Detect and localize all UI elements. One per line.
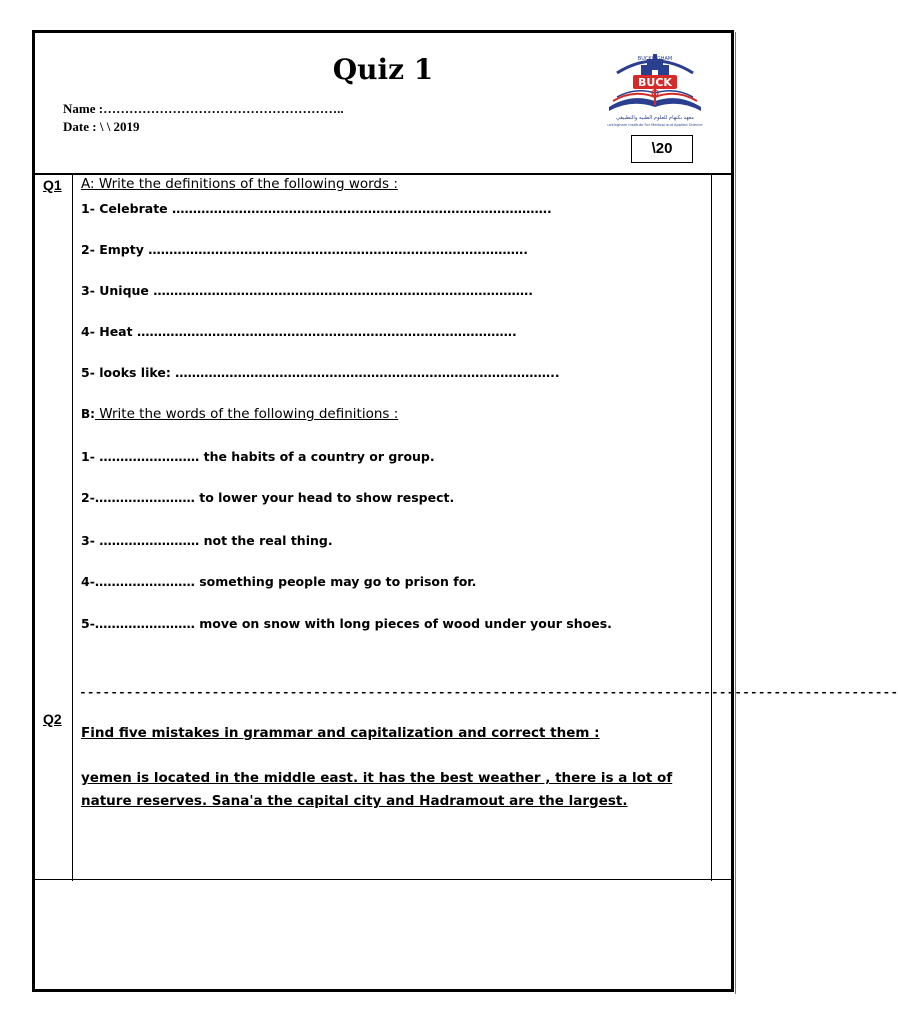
date-label: Date : (63, 119, 97, 134)
q1-part-b-prefix: B: (81, 407, 95, 421)
date-field[interactable] (63, 119, 140, 135)
logo-arabic-text: معهد بكنهام للعلوم الطبيه والتطبيقي (615, 115, 695, 121)
q2-paragraph-line-2: nature reserves. Sana'a the capital city and Hadramout are the largest. (81, 793, 628, 809)
q1-b-item-5[interactable]: 5-…………………… move on snow with long pieces of wood under your shoes. (81, 616, 612, 631)
page-edge-shadow (735, 32, 740, 994)
q2-instruction: Find five mistakes in grammar and capitalization and correct them : (81, 725, 600, 741)
name-blank[interactable]: ……………………………………………….. (103, 101, 344, 116)
logo-top-text: BUCKINGHAM (637, 56, 673, 62)
q1-a-item-1[interactable]: 1- Celebrate ………………………………………………………………………………. (81, 201, 552, 216)
dashed-separator: --------------------------------------------------------------------------------------------------------- (79, 685, 898, 700)
bottom-section-divider (35, 879, 731, 880)
q2-paragraph-line-1: yemen is located in the middle east. it has the best weather , there is a lot of (81, 770, 673, 786)
logo-english-text: uckingham Institute For Medical and Applied Science (607, 123, 703, 127)
quiz-sheet (32, 30, 898, 992)
q1-a-item-5[interactable]: 5- looks like: ……………………………………………………………………………….. (81, 365, 560, 380)
logo-brand-text: BUCK (638, 76, 672, 89)
q1-part-b-title: Write the words of the following definitions : (94, 406, 399, 422)
date-value[interactable]: \ \ 2019 (99, 119, 140, 134)
q1-part-a-title: A: Write the definitions of the following words : (81, 176, 398, 192)
header (35, 33, 731, 175)
q1-b-item-1[interactable]: 1- …………………… the habits of a country or group. (81, 449, 435, 464)
q1-part-b-heading (81, 406, 398, 422)
name-field[interactable] (63, 101, 344, 117)
q1-label: Q1 (43, 177, 62, 193)
right-margin-divider (711, 173, 712, 881)
q1-b-item-4[interactable]: 4-…………………… something people may go to prison for. (81, 574, 477, 589)
institute-logo (603, 51, 707, 129)
question-column-divider (72, 173, 73, 881)
q1-a-item-2[interactable]: 2- Empty ………………………………………………………………………………. (81, 242, 528, 257)
name-label: Name : (63, 101, 104, 116)
page-title: Quiz 1 (332, 53, 434, 86)
q1-a-item-4[interactable]: 4- Heat ………………………………………………………………………………. (81, 324, 517, 339)
q1-b-item-2[interactable]: 2-…………………… to lower your head to show respect. (81, 490, 455, 505)
score-box[interactable]: \20 (631, 135, 693, 163)
q2-label: Q2 (43, 711, 62, 727)
q1-a-item-3[interactable]: 3- Unique ………………………………………………………………………………. (81, 283, 533, 298)
q1-b-item-3[interactable]: 3- …………………… not the real thing. (81, 533, 333, 548)
